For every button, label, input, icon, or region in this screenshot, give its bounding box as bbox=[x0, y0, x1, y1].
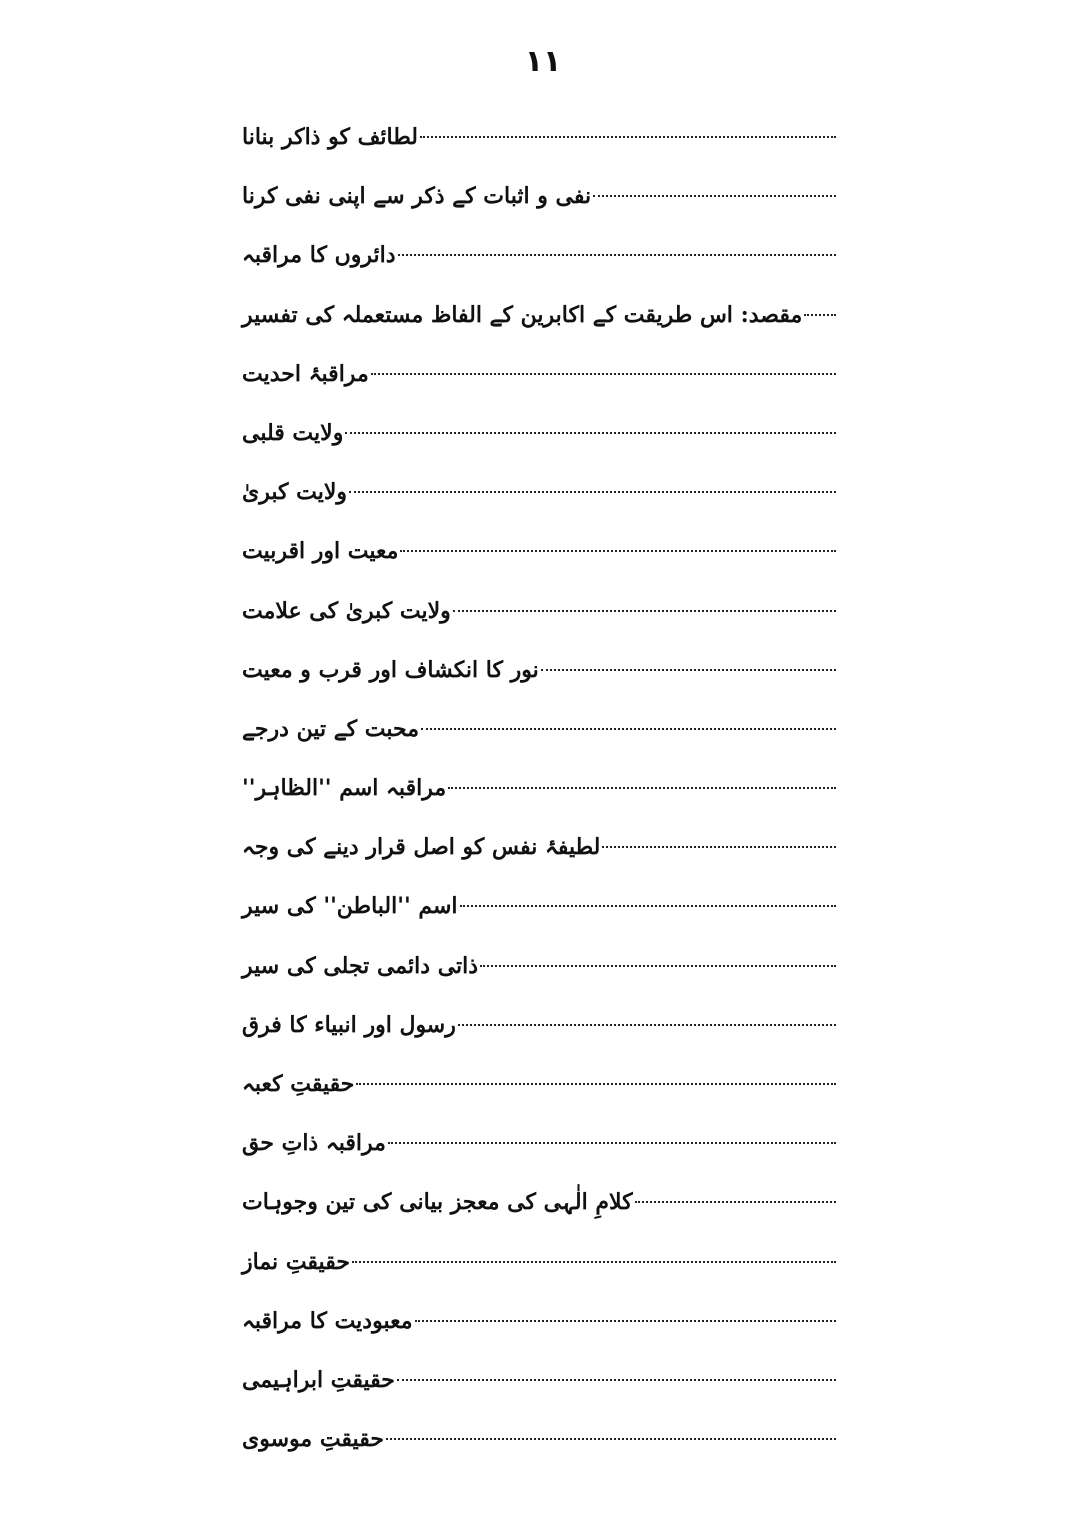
dotted-leader bbox=[415, 1319, 837, 1322]
toc-entry-title: رسول اور انبیاء کا فرق bbox=[242, 1011, 456, 1038]
toc-entry-title: ولایت کبریٰ bbox=[242, 479, 348, 506]
toc-entry bbox=[242, 108, 840, 167]
dotted-leader bbox=[421, 727, 836, 730]
dotted-leader bbox=[460, 904, 836, 907]
toc-entry bbox=[242, 1055, 840, 1114]
dotted-leader bbox=[448, 786, 836, 789]
toc-entry bbox=[242, 700, 840, 759]
dotted-leader bbox=[400, 549, 836, 552]
toc-entry bbox=[242, 1114, 840, 1173]
toc-entry bbox=[242, 463, 840, 522]
dotted-leader bbox=[397, 1378, 836, 1381]
toc-entry-title: حقیقتِ ابراہیمی bbox=[242, 1366, 395, 1393]
toc-entry-title: دائروں کا مراقبہ bbox=[242, 242, 396, 269]
dotted-leader bbox=[398, 253, 836, 256]
toc-entry bbox=[242, 759, 840, 818]
toc-entry-title: حقیقتِ موسوی bbox=[242, 1426, 384, 1453]
dotted-leader bbox=[352, 1260, 836, 1263]
toc-entry bbox=[242, 167, 840, 226]
dotted-leader bbox=[349, 490, 836, 493]
toc-entry-title: حقیقتِ کعبہ bbox=[242, 1071, 355, 1097]
toc-entry bbox=[242, 404, 840, 463]
toc-entry bbox=[242, 877, 840, 936]
dotted-leader bbox=[804, 313, 836, 316]
toc-entry-title: ولایت قلبی bbox=[242, 419, 344, 446]
toc-entry-title: اسم ''الباطن'' کی سیر bbox=[242, 893, 458, 920]
toc-entry bbox=[242, 818, 840, 877]
toc-entry bbox=[242, 582, 840, 641]
dotted-leader bbox=[453, 609, 836, 612]
toc-entry-title: مقصد: اس طریقت کے اکابرین کے الفاظ مستعملہ کی تفسیر bbox=[242, 301, 803, 328]
toc-entry bbox=[242, 641, 840, 700]
dotted-leader bbox=[458, 1023, 836, 1026]
toc-entry-title: محبت کے تین درجے bbox=[242, 715, 419, 742]
dotted-leader bbox=[371, 372, 836, 375]
toc-entry bbox=[242, 345, 840, 404]
toc-entry-title: نور کا انکشاف اور قرب و معیت bbox=[242, 656, 539, 683]
toc-entry-title: مراقبہ اسم ''الظاہر'' bbox=[242, 775, 447, 802]
table-of-contents bbox=[242, 108, 840, 1469]
dotted-leader bbox=[480, 964, 836, 967]
dotted-leader bbox=[356, 1082, 836, 1085]
toc-entry bbox=[242, 1233, 840, 1292]
toc-entry-title: معبودیت کا مراقبہ bbox=[242, 1307, 413, 1334]
toc-entry-title: لطائف کو ذاکر بنانا bbox=[242, 124, 418, 150]
toc-entry-title: مراقبۂ احدیت bbox=[242, 360, 369, 387]
toc-entry-title: کلامِ الٰہی کی معجز بیانی کی تین وجوہات bbox=[242, 1189, 633, 1216]
toc-entry-title: ولایت کبریٰ کی علامت bbox=[242, 597, 451, 624]
toc-entry-title: لطیفۂ نفس کو اصل قرار دینے کی وجہ bbox=[242, 834, 601, 861]
toc-entry bbox=[242, 1351, 840, 1410]
toc-entry bbox=[242, 1173, 840, 1232]
dotted-leader bbox=[602, 845, 836, 848]
page-number: ١١ bbox=[524, 44, 562, 79]
dotted-leader bbox=[386, 1437, 836, 1440]
toc-entry bbox=[242, 286, 840, 345]
toc-entry-title: مراقبہ ذاتِ حق bbox=[242, 1130, 386, 1157]
toc-entry-title: حقیقتِ نماز bbox=[242, 1248, 350, 1275]
dotted-leader bbox=[541, 668, 836, 671]
dotted-leader bbox=[388, 1141, 836, 1144]
toc-entry-title: معیت اور اقربیت bbox=[242, 538, 399, 565]
toc-entry-title: نفی و اثبات کے ذکر سے اپنی نفی کرنا bbox=[242, 183, 592, 210]
toc-entry bbox=[242, 937, 840, 996]
toc-entry bbox=[242, 1292, 840, 1351]
toc-entry bbox=[242, 1410, 840, 1469]
toc-entry bbox=[242, 522, 840, 581]
toc-entry-title: ذاتی دائمی تجلی کی سیر bbox=[242, 952, 479, 979]
dotted-leader bbox=[420, 135, 836, 138]
dotted-leader bbox=[345, 431, 836, 434]
toc-entry bbox=[242, 226, 840, 285]
dotted-leader bbox=[593, 194, 836, 197]
toc-entry bbox=[242, 996, 840, 1055]
dotted-leader bbox=[635, 1200, 836, 1203]
